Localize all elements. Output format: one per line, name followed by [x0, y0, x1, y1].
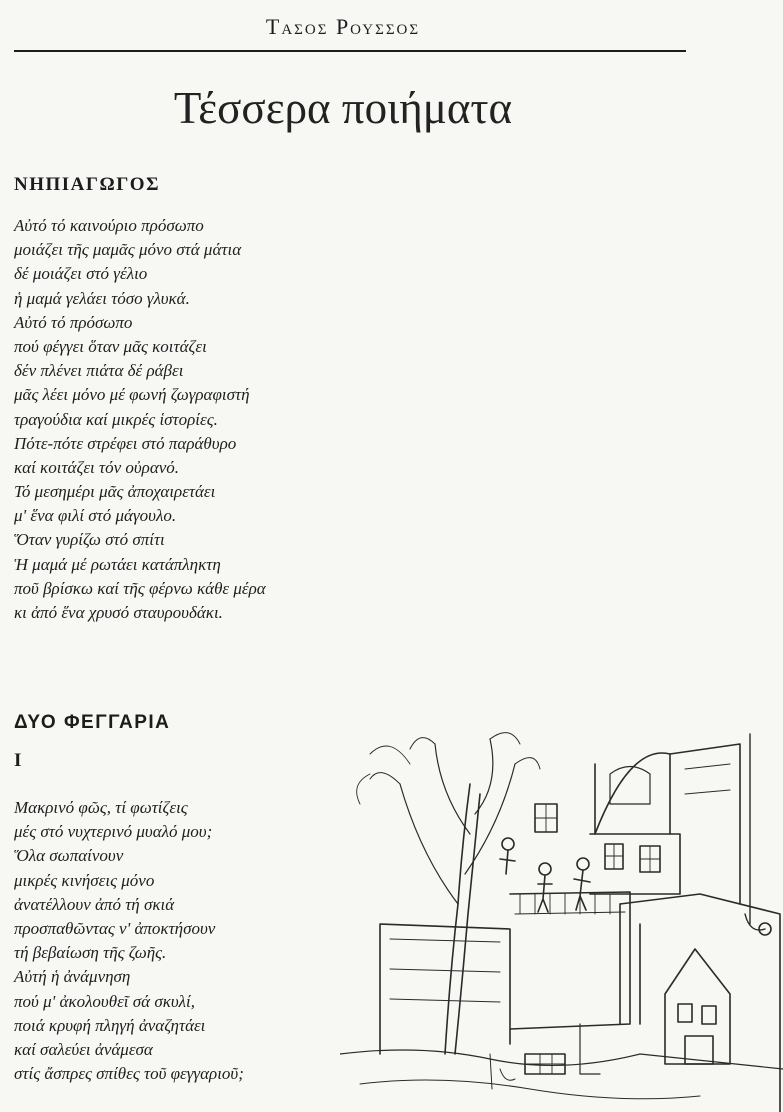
poem-line: τή βεβαίωση τῆς ζωῆς. — [14, 943, 167, 963]
poem-heading-nipiagogos: ΝΗΠΙΑΓΩΓΟΣ — [14, 174, 160, 195]
poem-line: Ἡ μαμά μέ ρωτάει κατάπληκτη — [14, 554, 221, 574]
poem-nipiagogos — [14, 214, 266, 625]
running-head-author: Τασος Ρουσσος — [265, 14, 421, 39]
poem-line: μικρές κινήσεις μόνο — [14, 870, 155, 890]
poem-line: πού φέγγει ὅταν μᾶς κοιτάζει — [14, 336, 207, 356]
poem-line: καί κοιτάζει τόν οὐρανό. — [14, 457, 180, 477]
poem-line: ἡ μαμά γελάει τόσο γλυκά. — [14, 288, 190, 308]
poem-line: Αὐτό τό καινούριο πρόσωπο — [14, 216, 204, 235]
poem-line: μ' ἕνα φιλί στό μάγουλο. — [14, 506, 177, 526]
poem-line: δέ μοιάζει στό γέλιο — [14, 264, 148, 284]
poem-line: καί σαλεύει ἀνάμεσα — [14, 1039, 153, 1059]
poem-heading-dyo-feggaria: ΔΥΟ ΦΕΓΓΑΡΙΑ — [14, 712, 171, 733]
poem-line: μές στό νυχτερινό μυαλό μου; — [14, 822, 213, 842]
poem-line: κι ἀπό ἕνα χρυσό σταυρουδάκι. — [14, 603, 223, 622]
poem-line: Τό μεσημέρι μᾶς ἀποχαιρετάει — [14, 482, 216, 502]
part-numeral: Ι — [14, 750, 22, 771]
poem-line: στίς ἄσπρες σπίθες τοῦ φεγγαριοῦ; — [14, 1064, 244, 1084]
poem-line: Ὅλα σωπαίνουν — [14, 846, 124, 866]
poem-line: Πότε-πότε στρέφει στό παράθυρο — [14, 433, 237, 453]
poem-line: μοιάζει τῆς μαμᾶς μόνο στά μάτια — [14, 240, 242, 260]
poem-line: ποιά κρυφή πληγή ἀναζητάει — [14, 1015, 206, 1035]
header-rule — [14, 50, 686, 52]
poem-line: Ὅταν γυρίζω στό σπίτι — [14, 530, 165, 550]
poem-line: Αὐτό τό πρόσωπο — [14, 312, 133, 332]
poem-line: προσπαθῶντας ν' ἀποκτήσουν — [14, 918, 216, 938]
poem-line: Αὐτή ἡ ἀνάμνηση — [14, 967, 131, 987]
poem-line: δέν πλένει πιάτα δέ ράβει — [14, 361, 184, 381]
page-title: Τέσσερα ποιήματα — [173, 83, 513, 133]
poem-line: Μακρινό φῶς, τί φωτίζεις — [14, 798, 188, 817]
poem-line: τραγούδια καί μικρές ἱστορίες. — [14, 409, 218, 429]
poem-dyo-feggaria — [14, 796, 244, 1086]
poem-line: ποῦ βρίσκω καί τῆς φέρνω κάθε μέρα — [14, 578, 266, 598]
poem-line: μᾶς λέει μόνο μέ φωνή ζωγραφιστή — [14, 385, 250, 405]
poem-line: πού μ' ἀκολουθεῖ σά σκυλί, — [14, 991, 195, 1011]
street-sketch-illustration — [340, 724, 783, 1112]
poem-line: ἀνατέλλουν ἀπό τή σκιά — [14, 894, 175, 914]
